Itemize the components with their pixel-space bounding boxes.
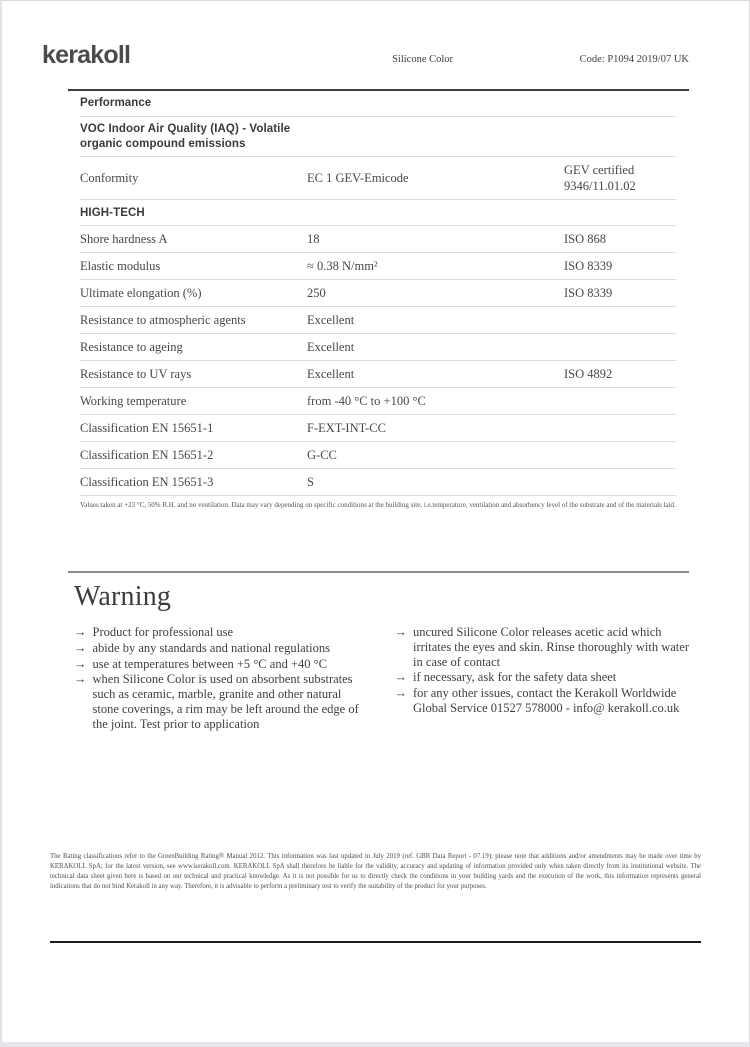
row-label: Classification EN 15651-3 [80,475,214,490]
table-row [80,91,676,117]
row-value: ≈ 0.38 N/mm² [307,259,378,274]
warning-item [74,641,369,656]
table-row [80,334,676,361]
warning-heading: Warning [74,581,172,613]
row-label: Ultimate elongation (%) [80,286,202,301]
page-header [2,1,749,89]
footer-column-content [332,943,599,952]
warning-item [395,670,690,685]
warning-item-text: abide by any standards and national regulations [92,640,330,655]
warning-item [74,625,369,640]
table-row [80,157,676,200]
row-label: HIGH-TECH [80,206,145,219]
row-value: F-EXT-INT-CC [307,421,386,436]
warning-item [395,686,690,716]
performance-table [80,91,676,496]
arrow-bullet-icon: → [394,625,407,640]
warning-item-text: Product for professional use [92,625,234,640]
row-label: Classification EN 15651-2 [80,448,214,463]
row-value: 18 [307,232,320,247]
table-row [80,280,676,307]
row-value: from -40 °C to +100 °C [307,394,426,409]
table-row [80,226,676,253]
row-value: Excellent [307,367,355,382]
warning-item-text: if necessary, ask for the safety data sheet [413,670,617,685]
table-row [80,388,676,415]
table-row [80,469,676,496]
arrow-bullet-icon: → [74,625,87,640]
document-code: Code: P1094 2019/07 UK [579,54,689,65]
footer-column-label [599,934,701,941]
warning-item-text: use at temperatures between +5 °C and +40 °C [92,656,327,671]
table-row [80,117,676,157]
warning-list-left [74,625,369,732]
warning-divider [68,571,689,573]
arrow-bullet-icon: → [394,686,407,701]
row-standard: ISO 868 [564,232,607,247]
arrow-bullet-icon: → [74,640,87,655]
row-standard: ISO 4892 [564,367,613,382]
row-label: Resistance to UV rays [80,367,192,382]
row-value: EC 1 GEV-Emicode [307,171,409,186]
page-footer [50,934,701,952]
kerakoll-logo: kerakoll [42,41,131,69]
warning-item-text: uncured Silicone Color releases acetic acid which irritates the eyes and skin. Rinse thoroughly with water in case of contact [413,625,689,669]
footer-column-content [50,943,332,952]
legal-disclaimer: The Rating classifications refer to the GreenBuilding Rating® Manual 2012. This information was last updated in July 2019 (ref. GBR Data Report - 07.19); please note that additions and/or amendments may be made over time by KERAKOLL SpA; for the latest version, see www.kerakoll.com. KERAKOLL SpA shall therefore be liable for the validity, accuracy and updating of information provided only when taken directly from its institutional website. The technical data sheet given here is based on our technical and practical knowledge. As it is not possible for us to directly check the conditions in your building yards and the execution of the work, this information represents general indications that do not bind Kerakoll in any way. Therefore, it is advisable to perform a preliminary test to verify the suitability of the product for your purposes. [50,853,701,891]
arrow-bullet-icon: → [74,672,87,687]
row-label: Classification EN 15651-1 [80,421,214,436]
warning-item [395,625,690,669]
row-label: Resistance to atmospheric agents [80,313,246,328]
warning-item [74,672,369,731]
footer-column-content [599,943,701,952]
row-standard: ISO 8339 [564,286,613,301]
table-row [80,361,676,388]
warning-item-text: for any other issues, contact the Kerakoll Worldwide Global Service 01527 578000 - info@ kerakoll.co.uk [413,686,680,715]
warning-item [74,657,369,672]
footer-content-row [50,943,701,952]
row-label: VOC Indoor Air Quality (IAQ) - Volatile organic compound emissions [80,123,291,150]
table-row [80,307,676,334]
row-label: Conformity [80,171,139,186]
row-value: Excellent [307,340,355,355]
row-label: Elastic modulus [80,259,161,274]
row-value: Excellent [307,313,355,328]
arrow-bullet-icon: → [74,656,87,671]
row-value: G-CC [307,448,337,463]
document-title: Silicone Color [392,54,454,65]
warning-list-right [395,625,690,732]
table-row [80,253,676,280]
footer-labels-row [50,934,701,941]
table-row [80,200,676,226]
footer-column-label [332,934,599,941]
row-value: 250 [307,286,326,301]
row-label: Working temperature [80,394,187,409]
row-label: Shore hardness A [80,232,168,247]
row-value: S [307,475,314,490]
arrow-bullet-icon: → [394,670,407,685]
footer-column-label [50,934,332,941]
warning-item-text: when Silicone Color is used on absorbent substrates such as ceramic, marble, granite and other natural stone coverings, a rim may be left around the edge of the joint. Test prior to application [92,672,359,731]
table-row [80,442,676,469]
table-footnote: Values taken at +23 °C, 50% R.H. and no ventilation. Data may vary depending on specific conditions at the building site, i.e.temperature, ventilation and absorbency level of the substrate and of the materials laid. [80,501,676,510]
row-standard: ISO 8339 [564,259,613,274]
table-row [80,415,676,442]
row-label: Performance [80,97,152,110]
row-standard: GEV certified 9346/11.01.02 [564,163,636,194]
row-label: Resistance to ageing [80,340,183,355]
warning-columns [74,625,689,732]
